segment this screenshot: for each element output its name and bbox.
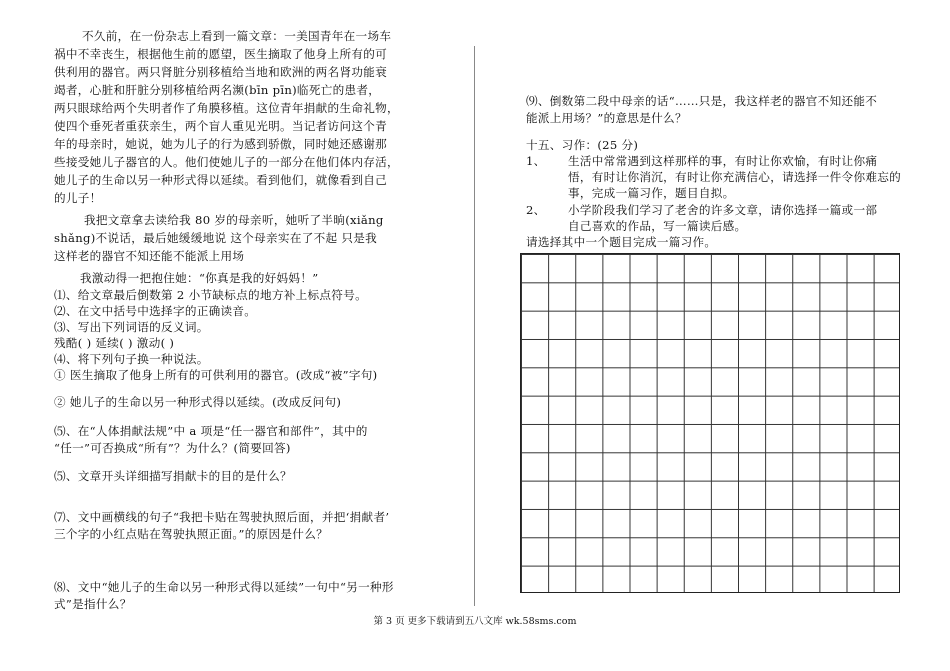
question: ⑼、倒数第二段中母亲的话“……只是，我这样老的器官不知还能不 — [526, 94, 878, 108]
question: ⑺、文中画横线的句子“我把卡贴在驾驶执照后面，并把‘捐献者’ — [54, 510, 390, 524]
passage-line: 她儿子的生命以另一种形式得以延续。看到他们，就像看到自己 — [54, 173, 388, 187]
section-title: 十五、习作：(25 分) — [526, 138, 639, 152]
question: 三个字的小红点贴在驾驶执照正面。”的原因是什么？ — [54, 527, 328, 541]
column-divider — [474, 46, 475, 606]
item-line: 悟，有时让你消沉，有时让你充满信心，请选择一件令你难忘的 — [568, 170, 902, 184]
question: 式”是指什么？ — [54, 597, 132, 611]
question: “任一”可否换成“所有”？为什么？(简要回答) — [54, 441, 291, 455]
passage-line: 我激动得一把抱住她：“你真是我的好妈妈！” — [80, 271, 319, 285]
passage-line: 祸中不幸丧生，根据他生前的愿望，医生摘取了他身上所有的可 — [54, 47, 388, 61]
passage-line: 这样老的器官不知还能不能派上用场 — [54, 249, 245, 263]
passage-line: shǎng)不说话，最后她缓缓地说 这个母亲实在了不起 只是我 — [54, 231, 378, 245]
antonym-blanks: 残酷( ) 延续( ) 激动( ) — [54, 336, 175, 350]
passage-line: 使四个垂死者重获亲生，两个盲人重见光明。当记者访问这个青 — [54, 119, 388, 133]
passage-line: 些接受她儿子器官的人。他们使她儿子的一部分在他们体内存活， — [54, 155, 399, 169]
question: ⑵、在文中括号中选择字的正确读音。 — [54, 304, 257, 318]
question: ⑸、文章开头详细描写捐献卡的目的是什么？ — [54, 469, 292, 483]
passage-line: 竭者，心脏和肝脏分别移植给两名濒(bīn pīn)临死亡的患者， — [54, 83, 381, 97]
writing-grid[interactable] — [520, 253, 900, 593]
question: ⑸、在“人体捐献法规”中 a 项是“任一器官和部件”，其中的 — [54, 424, 368, 438]
question: ⑶、写出下列词语的反义词。 — [54, 320, 209, 334]
item-line: 小学阶段我们学习了老舍的许多文章，请你选择一篇或一部 — [568, 203, 878, 217]
item-line: 事，完成一篇习作，题目自拟。 — [568, 186, 735, 200]
page-footer: 第 3 页 更多下载请到五八文库 wk.58sms.com — [373, 616, 577, 627]
question: ⑴、给文章最后倒数第 2 小节缺标点的地方补上标点符号。 — [54, 288, 367, 302]
question: ② 她儿子的生命以另一种形式得以延续。(改成反问句) — [54, 395, 342, 409]
question: ⑻、文中“她儿子的生命以另一种形式得以延续”一句中“另一种形 — [54, 580, 394, 594]
passage-line: 我把文章拿去读给我 80 岁的母亲听，她听了半晌(xiǎng — [84, 213, 384, 227]
passage-line: 供利用的器官。两只肾脏分别移植给当地和欧洲的两名肾功能衰 — [54, 65, 388, 79]
passage-line: 的儿子！ — [54, 191, 102, 205]
item-number: 1、 — [526, 154, 546, 168]
instruction: 请选择其中一个题目完成一篇习作。 — [526, 235, 717, 249]
passage-line: 两只眼球给两个失明者作了角膜移植。这位青年捐献的生命礼物， — [54, 101, 399, 115]
passage-line: 不久前，在一份杂志上看到一篇文章：一美国青年在一场车 — [82, 29, 392, 43]
question: ① 医生摘取了他身上所有的可供利用的器官。(改成“被”字句) — [54, 368, 378, 382]
question: 能派上用场？”的意思是什么？ — [526, 111, 687, 125]
passage-line: 年的母亲时，她说，她为儿子的行为感到骄傲，同时她还感谢那 — [54, 137, 388, 151]
item-line: 自己喜欢的作品，写一篇读后感。 — [568, 219, 747, 233]
question: ⑷、将下列句子换一种说法。 — [54, 352, 209, 366]
item-line: 生活中常常遇到这样那样的事，有时让你欢愉，有时让你痛 — [568, 154, 878, 168]
item-number: 2、 — [526, 203, 546, 217]
